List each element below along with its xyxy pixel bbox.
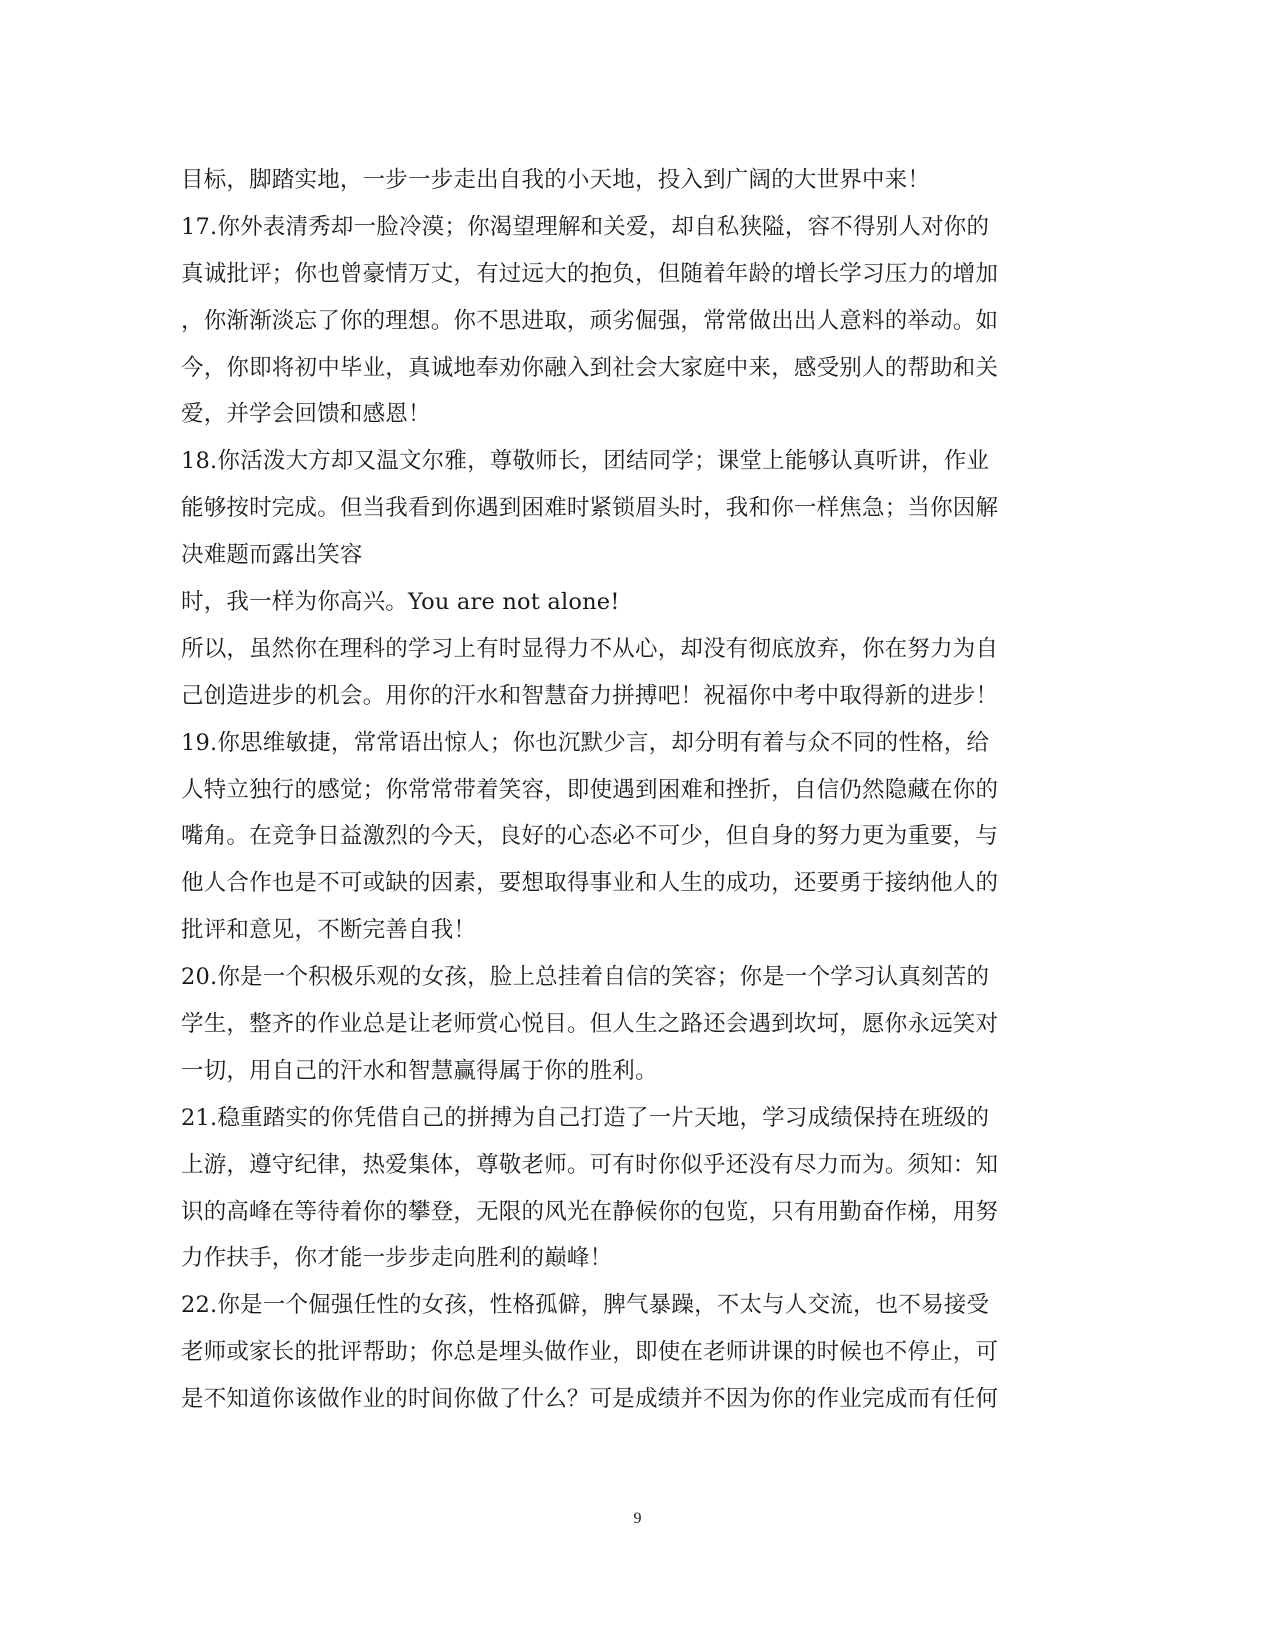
text-line: 批评和意见，不断完善自我！ bbox=[181, 917, 477, 944]
text-line: 他人合作也是不可或缺的因素，要想取得事业和人生的成功，还要勇于接纳他人的 bbox=[181, 870, 999, 897]
text-line: 21.稳重踏实的你凭借自己的拼搏为自己打造了一片天地，学习成绩保持在班级的 bbox=[181, 1104, 990, 1131]
body-text bbox=[181, 157, 1081, 1423]
text-line: 所以，虽然你在理科的学习上有时显得力不从心，却没有彻底放弃，你在努力为自 bbox=[181, 635, 999, 662]
text-line: 19.你思维敏捷，常常语出惊人；你也沉默少言，却分明有着与众不同的性格，给 bbox=[181, 729, 990, 756]
text-line: 爱，并学会回馈和感恩！ bbox=[181, 401, 431, 428]
text-line: 今，你即将初中毕业，真诚地奉劝你融入到社会大家庭中来，感受别人的帮助和关 bbox=[181, 354, 999, 381]
text-line: 真诚批评；你也曾豪情万丈，有过远大的抱负，但随着年龄的增长学习压力的增加 bbox=[181, 260, 999, 287]
text-line: 17.你外表清秀却一脸冷漠；你渴望理解和关爱，却自私狭隘，容不得别人对你的 bbox=[181, 213, 990, 240]
text-line: 时，我一样为你高兴。You are not alone! bbox=[181, 589, 620, 616]
text-line: 20.你是一个积极乐观的女孩，脸上总挂着自信的笑容；你是一个学习认真刻苦的 bbox=[181, 964, 990, 991]
text-line: 目标，脚踏实地，一步一步走出自我的小天地，投入到广阔的大世界中来！ bbox=[181, 167, 931, 193]
text-line: 是不知道你该做作业的时间你做了什么？可是成绩并不因为你的作业完成而有任何 bbox=[181, 1386, 999, 1413]
text-line: 嘴角。在竞争日益激烈的今天，良好的心态必不可少，但自身的努力更为重要，与 bbox=[181, 823, 999, 850]
text-line: 一切，用自己的汗水和智慧赢得属于你的胜利。 bbox=[181, 1057, 658, 1084]
text-line: ，你渐渐淡忘了你的理想。你不思进取，顽劣倔强，常常做出出人意料的举动。如 bbox=[181, 307, 999, 334]
text-line: 上游，遵守纪律，热爱集体，尊敬老师。可有时你似乎还没有尽力而为。须知：知 bbox=[181, 1151, 999, 1178]
text-line: 学生，整齐的作业总是让老师赏心悦目。但人生之路还会遇到坎坷，愿你永远笑对 bbox=[181, 1011, 999, 1038]
text-line: 识的高峰在等待着你的攀登，无限的风光在静候你的包览，只有用勤奋作梯，用努 bbox=[181, 1198, 999, 1225]
text-line: 老师或家长的批评帮助；你总是埋头做作业，即使在老师讲课的时候也不停止，可 bbox=[181, 1339, 999, 1366]
text-line: 力作扶手，你才能一步步走向胜利的巅峰！ bbox=[181, 1245, 613, 1272]
text-line: 22.你是一个倔强任性的女孩，性格孤僻，脾气暴躁，不太与人交流，也不易接受 bbox=[181, 1292, 990, 1319]
text-line: 人特立独行的感觉；你常常带着笑容，即使遇到困难和挫折，自信仍然隐藏在你的 bbox=[181, 776, 999, 803]
text-line: 己创造进步的机会。用你的汗水和智慧奋力拼搏吧！祝福你中考中取得新的进步！ bbox=[181, 682, 999, 709]
page-number: 9 bbox=[633, 1510, 642, 1527]
text-line: 能够按时完成。但当我看到你遇到困难时紧锁眉头时，我和你一样焦急；当你因解 bbox=[181, 495, 999, 522]
text-line: 决难题而露出笑容 bbox=[181, 542, 363, 569]
text-line: 18.你活泼大方却又温文尔雅，尊敬师长，团结同学；课堂上能够认真听讲，作业 bbox=[181, 448, 990, 475]
